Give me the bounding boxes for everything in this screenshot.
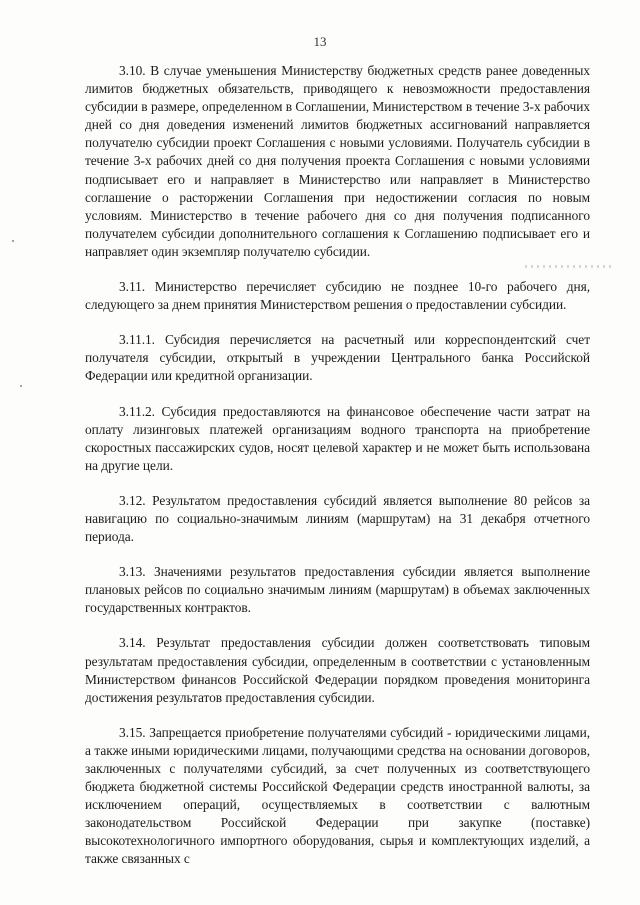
page-number: 13 [313, 34, 327, 49]
paragraph-3-12: 3.12. Результатом предоставления субсидий является выполнение 80 рейсов за навигацию по социально-значимым линиям (маршрутам) на 31 декабря отчетного периода. [85, 492, 590, 545]
paragraph-3-13: 3.13. Значениями результатов предоставления субсидии является выполнение плановых рейсов по социально значимым линиям (маршрутам) в объемах заключенных государственных контрактов. [85, 564, 590, 616]
paragraph-3-15: 3.15. Запрещается приобретение получателями субсидий - юридическими лицами, а также иными юридическими лицами, получающими средства на основании договоров, заключенных с получателями субсидий, за счет полученных из соответствующего бюджета бюджетной системы Российской Федерации средств иностранной валюты, за исключением операций, осуществляемых в соответствии с валютным законодательством Российской Федерации при закупке (поставке) высокотехнологичного импортного оборудования, сырья и комплектующих изделий, а также связанных с [85, 724, 590, 867]
paragraph-3-11: 3.11. Министерство перечисляет субсидию не позднее 10-го рабочего дня, следующего за днем принятия Министерством решения о предоставлении субсидии. [85, 279, 590, 313]
paragraph-3-14: 3.14. Результат предоставления субсидии должен соответствовать типовым результатам предоставления субсидии, определенным в соответствии с установленным Министерством финансов Российской Федерации порядком проведения мониторинга достижения результатов предоставления субсидии. [85, 635, 590, 705]
paragraph-3-11-2: 3.11.2. Субсидия предоставляются на финансовое обеспечение части затрат на оплату лизинговых платежей организациям водного транспорта на приобретение скоростных пассажирских судов, носят целевой характер и не может быть использована на другие цели. [85, 403, 590, 473]
paragraph-3-10: 3.10. В случае уменьшения Министерству бюджетных средств ранее доведенных лимитов бюджетных обязательств, приводящего к невозможности предоставления субсидии в размере, определенном в Соглашении, Министерством в течение 3-х рабочих дней со дня доведения изменений лимитов бюджетных ассигнований направляется получателю субсидии проект Соглашения с новыми условиями. Получатель субсидии в течение 3-х рабочих дней со дня получения проекта Соглашения с новыми условиями подписывает его и направляет в Министерство или направляет в Министерство соглашение о расторжении Соглашения при недостижении согласия по новым условиям. Министерство в течение рабочего дня со дня получения подписанного получателем субсидии дополнительного соглашения к Соглашению подписывает его и направляет один экземпляр получателю субсидии. [85, 63, 590, 259]
scan-speck [12, 240, 14, 242]
document-body [85, 62, 590, 885]
scan-speck [20, 385, 22, 387]
paragraph-3-11-1: 3.11.1. Субсидия перечисляется на расчетный или корреспондентский счет получателя субсидии, открытый в учреждении Центрального банка Российской Федерации или кредитной организации. [85, 332, 590, 384]
